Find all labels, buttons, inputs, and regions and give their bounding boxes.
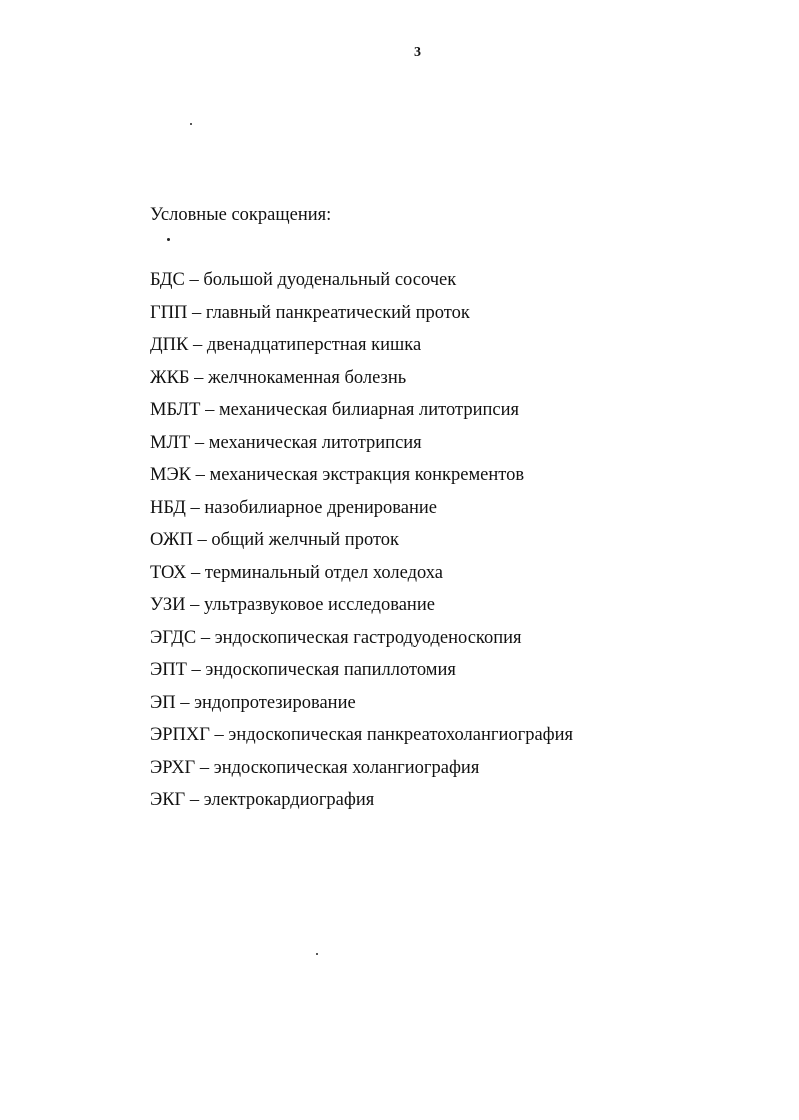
abbreviation-item: МЛТ – механическая литотрипсия (150, 432, 422, 453)
abbreviation-item: ЭКГ – электрокардиография (150, 790, 375, 810)
abbreviation-item: ЭП – эндопротезирование (150, 692, 356, 713)
abbreviation-item: ЭРХГ – эндоскопическая холангиография (150, 757, 480, 778)
abbreviation-item: ТОХ – терминальный отдел холедоха (150, 562, 444, 583)
scan-speck (167, 238, 170, 241)
abbreviation-item: МЭК – механическая экстракция конкрементов (150, 465, 525, 485)
abbreviation-item: ДПК – двенадцатиперстная кишка (150, 335, 422, 355)
abbreviation-item: ГПП – главный панкреатический проток (150, 302, 470, 323)
abbreviation-item: ОЖП – общий желчный проток (150, 530, 400, 550)
abbreviation-item: НБД – назобилиарное дренирование (150, 497, 437, 518)
page-number: 3 (414, 45, 421, 60)
abbreviation-item: УЗИ – ультразвуковое исследование (150, 595, 435, 615)
abbreviation-item: ЖКБ – желчнокаменная болезнь (150, 367, 407, 388)
abbreviation-item: БДС – большой дуоденальный сосочек (150, 270, 457, 290)
scan-speck (190, 123, 192, 125)
abbreviation-item: ЭГДС – эндоскопическая гастродуоденоскопия (150, 627, 522, 648)
abbreviations-list (150, 269, 573, 822)
abbreviation-item: ЭПТ – эндоскопическая папиллотомия (150, 660, 456, 680)
abbreviation-item: МБЛТ – механическая билиарная литотрипсия (150, 400, 520, 420)
abbreviation-item: ЭРПХГ – эндоскопическая панкреатохолангиография (150, 725, 574, 745)
abbreviations-heading: Условные сокращения: (150, 205, 332, 225)
scan-speck (316, 953, 318, 955)
